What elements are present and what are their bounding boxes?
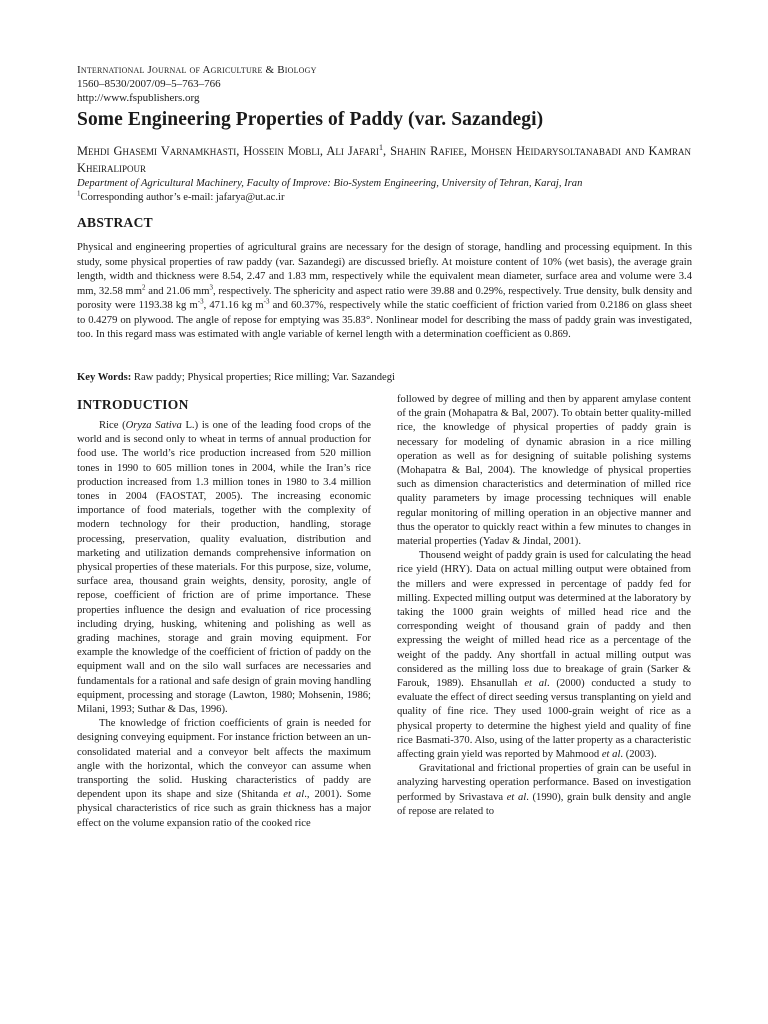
abstract-text-1: Physical and engineering properties of agricultural grains are necessary for the design of storage, handling and processing equipment. In this study, some physical properties of raw paddy (var. Sazandegi) are discussed briefly. At moisture content of 10% (wet basis), the average grain length, width and thickness were 8.54, 2.47 and 1.83 mm, respectively while the equivalent mean diameter, surface area and volume were 3.4 mm, 32.58 mm: [77, 242, 692, 297]
abstract-sup-3: -3: [197, 297, 204, 306]
et-al: et al: [524, 678, 547, 690]
paragraph: [397, 549, 691, 762]
intro-text: Gravitational and frictional properties of grain can be useful in analyzing harvesting operation performance. Based on investigation performed by Srivastava: [397, 763, 691, 803]
intro-text: The knowledge of friction coefficients of grain is needed for designing conveying equipment. For instance friction between an un-consolidated material and a conveyor belt affects the maximum angle with the horizontal, which the conveyor can assume when transporting the solid. Husking characteristics of paddy are dependent upon its shape and size (Shitanda: [77, 718, 371, 801]
et-al: et al: [506, 791, 527, 803]
abstract-text-4: , 471.16 kg m: [203, 300, 264, 311]
journal-url[interactable]: http://www.fspublishers.org: [77, 92, 200, 104]
paragraph: [77, 419, 371, 717]
authors-part2: , Shahin Rafiee, Mohsen Heidarysoltanabadi and Kamran Kheiralipour: [77, 144, 691, 175]
intro-text: Rice (: [99, 420, 126, 431]
author-list: [77, 143, 691, 177]
intro-text: . (1990), grain bulk density and angle of repose are related to: [397, 791, 691, 817]
paper-title: Some Engineering Properties of Paddy (var. Sazandegi): [77, 109, 544, 130]
author-sup: 1: [379, 142, 384, 152]
corresp-text: Corresponding author’s e-mail: jafarya@ut.ac.ir: [80, 192, 285, 203]
intro-text: L.) is one of the leading food crops of the world and is second only to wheat in terms of annual production for food use. The world’s rice production increased from 520 million tones in 1990 to 605 million tones in 2004, while the Iran’s rice production increased from 1.3 million tones in 1980 to 3.4 million tones in 2004 (FAOSTAT, 2005). The increasing economic importance of food materials, together with the complexity of modern technology for their production, handling, storage processing, preservation, quality evaluation, distribution and marketing and utilization demands comprehensive information on physical properties of these materials. For this purpose, size, volume, surface area, thousand grain weights, density, porosity, angle of repose, coefficient of friction are of prime importance. These properties influence the design and evaluation of rice processing including drying, husking, whitening and polishing as well as grading machines, storage and grain moving equipment. For example the knowledge of the coefficient of friction of paddy on the equipment wall and on the silo wall surfaces are necessaries and fundamentals for a rational and safe design of grain moving handling equipment, processing and storage (Lawton, 1980; Mohsenin, 1986; Milani, 1993; Suthar & Das, 1996).: [77, 420, 371, 716]
paragraph: followed by degree of milling and then by apparent amylase content of the grain (Mohapatra & Bal, 2007). To obtain better quality-milled rice, the knowledge of physical properties of paddy grain is necessary for modeling of dynamic abrasion in a rice milling operation as well as for designing of suitable polishing systems (Mohapatra & Bal, 2004). The knowledge of physical properties such as dimension characteristics and determination of milled rice quality parameters by image processing techniques will enable regular monitoring of milling operation in an objective manner and thus the operator to quickly react within a few minutes to changes in material properties (Yadav & Jindal, 2001).: [397, 394, 691, 548]
intro-text: Thousend weight of paddy grain is used for calculating the head rice yield (HRY). Data on actual milling output were obtained from the millers and were expressed in percentage of paddy fed for milling. Expected milling output was determined at the laboratory by taking the 1000 grain weights of milled head rice and the corresponding weight of thousand grain of paddy and then expressing the weight of milled head rice as a percentage of the weight of the paddy. Any shortfall in actual milling output was considered as the milling loss due to breakage of grain (Sarker & Farouk, 1989). Ehsanullah: [397, 550, 691, 690]
keywords: [77, 371, 395, 385]
abstract-text-5: and 60.37%, respectively while the static coefficient of friction varied from 0.2186 on glass sheet to 0.4279 on plywood. The angle of repose for emptying was 35.83°. Nonlinear model for describing the mass of paddy grain was investigated, too. In this regard mass was estimated with angle variable of kernel length with a determination coefficient as 0.869.: [77, 300, 692, 340]
paragraph: [77, 717, 371, 831]
paragraph: [397, 762, 691, 819]
intro-text: . (2003).: [620, 749, 657, 761]
abstract-body: [77, 241, 692, 343]
species-name: Oryza Sativa: [125, 420, 182, 431]
affiliation: Department of Agricultural Machinery, Faculty of Improve: Bio-System Engineering, University of Tehran, Karaj, Iran: [77, 178, 583, 189]
abstract-text-3: , respectively. The sphericity and aspect ratio were 39.88 and 0.29%, respectively. True density, bulk density and porosity were 1193.38 kg m: [77, 285, 692, 311]
intro-text: . (2000) conducted a study to evaluate the effect of direct seeding versus transplanting on yield and quality of fine rice. They used 1000-grain weight of rice as a physical property to determine the highest yield and quality of fine rice Basmati-370. Also, using of the latter property as a characteristic affecting grain yield was reported by Mahmood: [397, 678, 691, 761]
et-al: et al: [601, 749, 621, 761]
abstract-heading: ABSTRACT: [77, 215, 153, 230]
abstract-text-2: and 21.06 mm: [145, 285, 210, 297]
intro-text: ., 2001). Some physical characteristics of rice such as grain thickness has a major effect on the volume expansion ratio of the cooked rice: [77, 789, 371, 829]
journal-header: [77, 63, 317, 105]
abstract-sup-4: -3: [263, 297, 270, 306]
left-column: [77, 419, 371, 831]
corresp-sup: 1: [77, 189, 81, 198]
journal-issn: 1560–8530/2007/09–5–763–766: [77, 78, 221, 90]
journal-name: International Journal of Agriculture & Biology: [77, 64, 317, 76]
right-column: [397, 393, 691, 819]
keywords-text: Raw paddy; Physical properties; Rice milling; Var. Sazandegi: [131, 372, 395, 383]
et-al: et al: [283, 789, 305, 801]
abstract-sup-1: 2: [142, 282, 146, 291]
introduction-heading: INTRODUCTION: [77, 397, 189, 412]
authors-part1: Mehdi Ghasemi Varnamkhasti, Hossein Mobli, Ali Jafari: [77, 144, 380, 158]
abstract-sup-2: 3: [209, 282, 213, 291]
keywords-label: Key Words:: [77, 372, 132, 383]
corresponding-author: [77, 191, 285, 205]
